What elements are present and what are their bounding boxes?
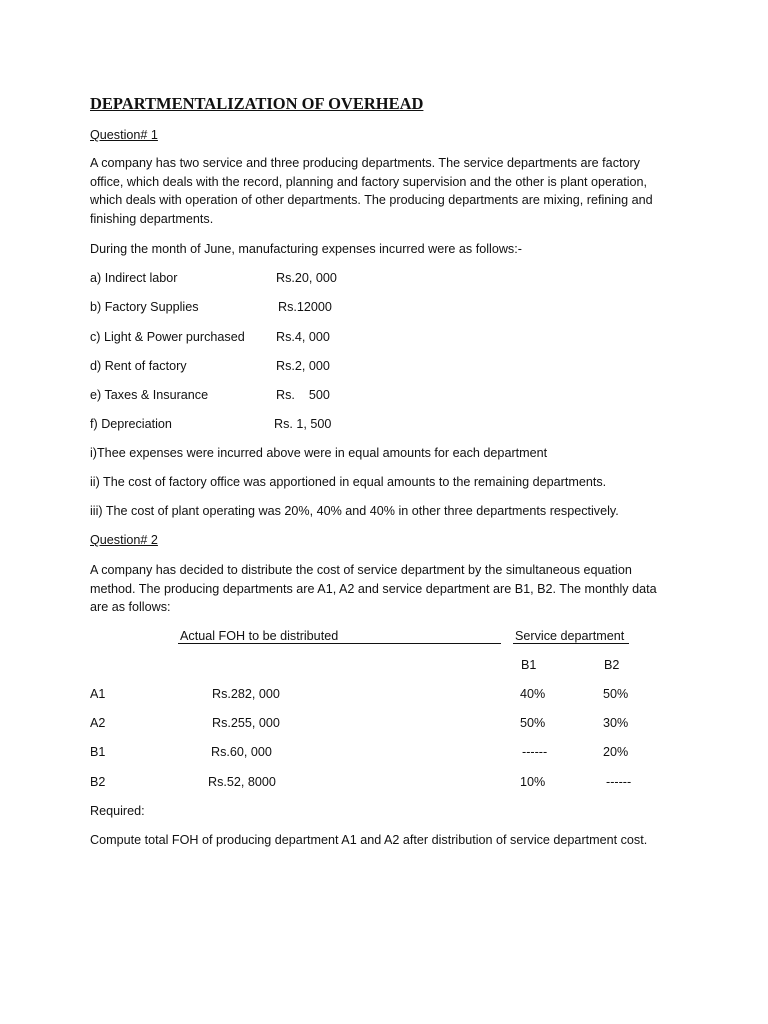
expense-label: b) Factory Supplies: [90, 300, 199, 314]
question1-heading: Question# 1: [90, 128, 158, 142]
expense-amount: Rs.4, 000: [276, 330, 330, 344]
table-subheader-b1: B1: [521, 658, 537, 672]
question1-note: iii) The cost of plant operating was 20%, 40% and 40% in other three departments respectively.: [90, 504, 619, 518]
table-row-foh: Rs.255, 000: [212, 716, 280, 730]
expense-amount: Rs.20, 000: [276, 271, 337, 285]
table-row-dept: A2: [90, 716, 106, 730]
expense-label: a) Indirect labor: [90, 271, 178, 285]
table-header-foh: Actual FOH to be distributed: [180, 629, 339, 643]
table-row-b1: 50%: [520, 716, 546, 730]
question1-intro: A company has two service and three producing departments. The service departments are factory office, which deals with the record, planning and factory supervision and the other is plant operation, which deals with operation of other departments. The producing departments are mixing, refining and finishing departments.: [90, 156, 653, 227]
question1-note: ii) The cost of factory office was apportioned in equal amounts to the remaining departments.: [90, 475, 607, 489]
expense-label: c) Light & Power purchased: [90, 330, 245, 344]
table-row-dept: A1: [90, 687, 106, 701]
expense-label: d) Rent of factory: [90, 359, 187, 373]
header-underline: [513, 643, 629, 644]
expense-amount: Rs.2, 000: [276, 359, 330, 373]
expense-label: e) Taxes & Insurance: [90, 388, 209, 402]
expense-amount: Rs. 500: [276, 388, 330, 402]
table-row-dept: B2: [90, 775, 106, 789]
table-header-service: Service department: [515, 629, 625, 643]
expense-label: f) Depreciation: [90, 417, 172, 431]
table-row-foh: Rs.52, 8000: [208, 775, 276, 789]
required-text: Compute total FOH of producing department A1 and A2 after distribution of service department cost.: [90, 833, 648, 847]
table-row-b1: 10%: [520, 775, 546, 789]
required-label: Required:: [90, 804, 145, 818]
table-row-foh: Rs.282, 000: [212, 687, 280, 701]
expense-amount: Rs. 1, 500: [274, 417, 332, 431]
document-title: DEPARTMENTALIZATION OF OVERHEAD: [90, 94, 424, 113]
question2-heading: Question# 2: [90, 533, 158, 547]
table-row-b2: ------: [606, 775, 632, 789]
question1-note: i)Thee expenses were incurred above were in equal amounts for each department: [90, 446, 548, 460]
header-underline: [178, 643, 501, 644]
table-row-b2: 20%: [603, 745, 629, 759]
table-row-dept: B1: [90, 745, 106, 759]
table-row-b2: 50%: [603, 687, 629, 701]
question2-intro: A company has decided to distribute the cost of service department by the simultaneous equation method. The producing departments are A1, A2 and service department are B1, B2. The monthly data are as follows:: [90, 563, 657, 615]
expense-amount: Rs.12000: [278, 300, 332, 314]
table-row-foh: Rs.60, 000: [211, 745, 272, 759]
expenses-intro: During the month of June, manufacturing expenses incurred were as follows:-: [90, 242, 522, 256]
table-row-b2: 30%: [603, 716, 629, 730]
table-subheader-b2: B2: [604, 658, 620, 672]
table-row-b1: ------: [522, 745, 548, 759]
table-row-b1: 40%: [520, 687, 546, 701]
